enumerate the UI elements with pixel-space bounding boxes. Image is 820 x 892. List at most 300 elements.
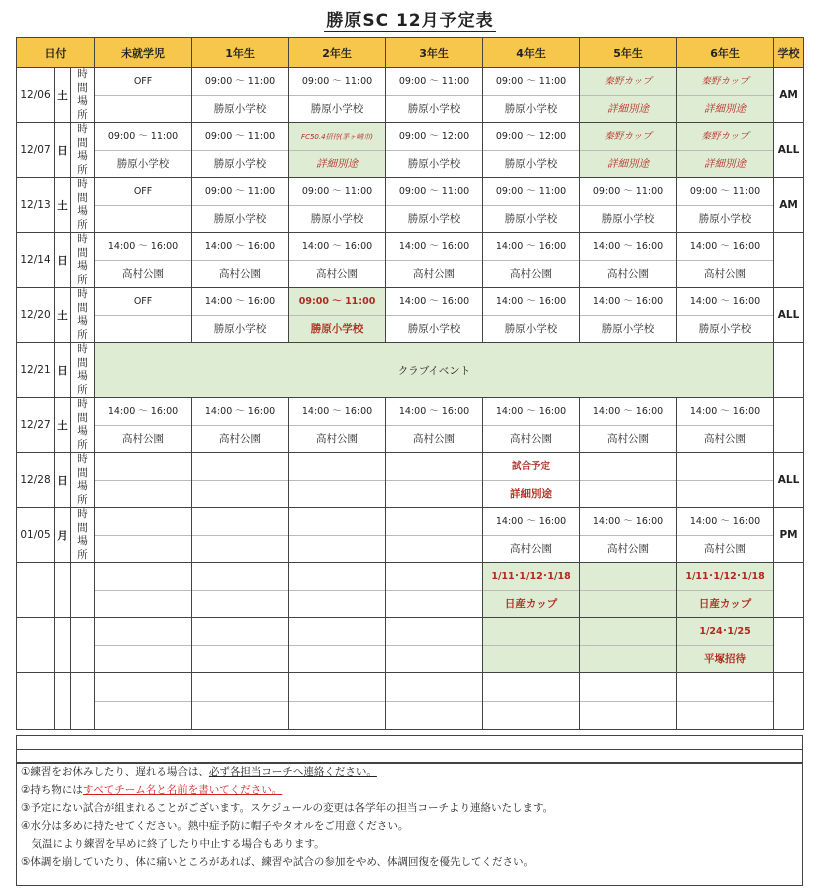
- note-1: ①練習をお休みしたり、遅れる場合は、必ず各担当コーチへ連絡ください。: [21, 766, 377, 778]
- table-row: [17, 178, 804, 233]
- place-text: [95, 316, 191, 342]
- schedule-cell: [483, 123, 580, 178]
- schedule-cell: [289, 453, 386, 508]
- date-cell: [17, 673, 55, 730]
- place-text: 勝原小学校: [504, 102, 558, 115]
- schedule-cell: [483, 673, 580, 730]
- time-text: 14:00 ～ 16:00: [192, 234, 288, 261]
- schedule-cell: [289, 618, 386, 673]
- weekday-cell: 日: [55, 453, 71, 508]
- label-char: 間: [77, 411, 88, 424]
- place-text: 詳細別途: [704, 102, 747, 115]
- schedule-cell: [483, 178, 580, 233]
- place-text: [192, 536, 288, 562]
- school-cell: [774, 343, 804, 398]
- place-text: [677, 702, 773, 728]
- time-text: [386, 619, 482, 646]
- time-place-label: [71, 178, 95, 233]
- place-text: 高村公園: [122, 432, 165, 445]
- label-char: 時: [77, 508, 88, 520]
- label-char: 時: [77, 178, 88, 190]
- schedule-cell: [95, 618, 192, 673]
- schedule-cell: [95, 453, 192, 508]
- label-char: 所: [77, 383, 88, 396]
- schedule-cell: [192, 178, 289, 233]
- school-cell: PM: [774, 508, 804, 563]
- schedule-cell: [192, 123, 289, 178]
- place-text: [289, 702, 385, 728]
- time-text: 14:00 ～ 16:00: [289, 234, 385, 261]
- date-cell: 12/27: [17, 398, 55, 453]
- schedule-cell: [483, 618, 580, 673]
- place-text: 勝原小学校: [504, 157, 558, 170]
- label-char: 間: [77, 81, 88, 94]
- time-text: [386, 509, 482, 536]
- place-text: 勝原小学校: [310, 322, 364, 335]
- school-cell: ALL: [774, 123, 804, 178]
- label-char: 所: [77, 163, 88, 176]
- place-text: 勝原小学校: [310, 102, 364, 115]
- place-text: 勝原小学校: [407, 157, 461, 170]
- schedule-cell: [192, 508, 289, 563]
- date-cell: 12/28: [17, 453, 55, 508]
- label-char: 間: [77, 246, 88, 259]
- schedule-cell: [95, 68, 192, 123]
- place-text: 勝原小学校: [504, 322, 558, 335]
- header-g1: 1年生: [192, 38, 289, 68]
- table-row: [17, 68, 804, 123]
- schedule-cell: [580, 233, 677, 288]
- schedule-cell: [386, 68, 483, 123]
- place-text: 詳細別途: [316, 157, 359, 170]
- time-text: 14:00 ～ 16:00: [289, 399, 385, 426]
- label-char: 場: [77, 150, 88, 162]
- table-row: [17, 233, 804, 288]
- schedule-table: [16, 37, 804, 730]
- note-3: ③予定にない試合が組まれることがございます。スケジュールの変更は各学年の担当コーチより連絡いたします。: [21, 802, 554, 814]
- schedule-cell: [580, 673, 677, 730]
- time-text: OFF: [95, 179, 191, 206]
- label-char: 間: [77, 191, 88, 204]
- schedule-cell: [386, 453, 483, 508]
- place-text: 勝原小学校: [407, 212, 461, 225]
- label-char: 時: [77, 398, 88, 410]
- schedule-cell: [386, 178, 483, 233]
- place-text: 勝原小学校: [698, 212, 752, 225]
- time-text: 秦野カップ: [580, 124, 676, 151]
- schedule-cell: [95, 288, 192, 343]
- place-text: [95, 481, 191, 507]
- place-text: [192, 591, 288, 617]
- time-text: 09:00 ～ 12:00: [483, 124, 579, 151]
- date-cell: 12/20: [17, 288, 55, 343]
- time-text: [677, 675, 773, 702]
- table-row: [17, 508, 804, 563]
- place-text: 高村公園: [704, 432, 747, 445]
- place-text: 勝原小学校: [601, 322, 655, 335]
- schedule-cell: [95, 398, 192, 453]
- label-char: 時: [77, 288, 88, 300]
- place-text: [386, 702, 482, 728]
- weekday-cell: 土: [55, 288, 71, 343]
- time-text: [289, 564, 385, 591]
- schedule-cell: [677, 398, 774, 453]
- weekday-cell: 日: [55, 233, 71, 288]
- schedule-cell: [289, 68, 386, 123]
- place-text: [483, 702, 579, 728]
- schedule-cell: [483, 563, 580, 618]
- club-event-cell: クラブイベント: [95, 343, 774, 398]
- table-row: [17, 398, 804, 453]
- place-text: [483, 646, 579, 672]
- time-text: 09:00 ～ 11:00: [289, 69, 385, 96]
- time-text: [192, 619, 288, 646]
- schedule-cell: [95, 563, 192, 618]
- schedule-cell: [580, 123, 677, 178]
- time-text: 14:00 ～ 16:00: [386, 399, 482, 426]
- school-cell: [774, 233, 804, 288]
- schedule-cell: [580, 563, 677, 618]
- place-text: 高村公園: [122, 267, 165, 280]
- schedule-cell: [289, 398, 386, 453]
- place-text: 高村公園: [704, 267, 747, 280]
- weekday-cell: [55, 618, 71, 673]
- schedule-cell: [386, 288, 483, 343]
- place-text: 高村公園: [607, 267, 650, 280]
- place-text: [95, 536, 191, 562]
- time-text: 試合予定: [483, 454, 579, 481]
- time-text: [95, 564, 191, 591]
- time-text: 09:00 ～ 11:00: [289, 289, 385, 316]
- time-text: [289, 675, 385, 702]
- place-text: 高村公園: [704, 542, 747, 555]
- schedule-cell: [677, 68, 774, 123]
- time-text: 14:00 ～ 16:00: [192, 399, 288, 426]
- time-text: [192, 675, 288, 702]
- time-text: [95, 675, 191, 702]
- time-text: 14:00 ～ 16:00: [677, 289, 773, 316]
- time-text: 14:00 ～ 16:00: [192, 289, 288, 316]
- table-row: [17, 288, 804, 343]
- place-text: 高村公園: [413, 267, 456, 280]
- label-char: 間: [77, 356, 88, 369]
- schedule-cell: [192, 398, 289, 453]
- time-text: 14:00 ～ 16:00: [580, 289, 676, 316]
- time-text: [483, 675, 579, 702]
- header-g2: 2年生: [289, 38, 386, 68]
- time-text: [580, 619, 676, 646]
- time-text: [289, 454, 385, 481]
- schedule-cell: [192, 233, 289, 288]
- time-text: 秦野カップ: [677, 124, 773, 151]
- label-char: 所: [77, 493, 88, 506]
- schedule-cell: [95, 178, 192, 233]
- table-row: [17, 673, 804, 730]
- place-text: 勝原小学校: [601, 212, 655, 225]
- date-cell: 12/07: [17, 123, 55, 178]
- weekday-cell: [55, 563, 71, 618]
- place-text: 詳細別途: [704, 157, 747, 170]
- place-text: 勝原小学校: [407, 322, 461, 335]
- time-text: [192, 564, 288, 591]
- place-text: [386, 646, 482, 672]
- schedule-cell: [95, 508, 192, 563]
- header-g6: 6年生: [677, 38, 774, 68]
- note-4: ④水分は多めに持たせてください。熱中症予防に帽子やタオルをご用意ください。: [21, 820, 409, 832]
- time-text: [95, 454, 191, 481]
- header-g4: 4年生: [483, 38, 580, 68]
- time-place-label: [71, 68, 95, 123]
- schedule-cell: [95, 123, 192, 178]
- time-text: [289, 509, 385, 536]
- schedule-cell: [677, 618, 774, 673]
- place-text: 高村公園: [316, 267, 359, 280]
- place-text: 高村公園: [607, 432, 650, 445]
- time-text: [580, 454, 676, 481]
- schedule-cell: [677, 673, 774, 730]
- place-text: 勝原小学校: [407, 102, 461, 115]
- time-text: 09:00 ～ 11:00: [483, 179, 579, 206]
- label-char: 間: [77, 301, 88, 314]
- schedule-cell: [289, 508, 386, 563]
- schedule-cell: [677, 178, 774, 233]
- schedule-cell: [386, 618, 483, 673]
- schedule-cell: [677, 123, 774, 178]
- note-4b: 気温により練習を早めに終了したり中止する場合もあります。: [21, 838, 325, 850]
- schedule-cell: [192, 673, 289, 730]
- time-place-label: [71, 343, 95, 398]
- time-place-label: [71, 453, 95, 508]
- label-char: 場: [77, 535, 88, 547]
- notes-box: [16, 762, 803, 886]
- date-cell: 12/14: [17, 233, 55, 288]
- label-char: 間: [77, 521, 88, 534]
- time-text: 秦野カップ: [580, 69, 676, 96]
- weekday-cell: 土: [55, 68, 71, 123]
- time-text: [580, 564, 676, 591]
- schedule-cell: [386, 123, 483, 178]
- schedule-cell: [483, 68, 580, 123]
- schedule-cell: [192, 453, 289, 508]
- place-text: 高村公園: [510, 542, 553, 555]
- time-text: OFF: [95, 69, 191, 96]
- schedule-cell: [677, 563, 774, 618]
- time-place-label: [71, 288, 95, 343]
- time-text: 09:00 ～ 11:00: [483, 69, 579, 96]
- date-cell: [17, 618, 55, 673]
- place-text: [386, 591, 482, 617]
- weekday-cell: 日: [55, 343, 71, 398]
- place-text: [289, 591, 385, 617]
- school-cell: [774, 673, 804, 730]
- time-text: [192, 454, 288, 481]
- schedule-cell: [580, 508, 677, 563]
- spacer-row: [17, 736, 803, 750]
- schedule-cell: [289, 288, 386, 343]
- label-char: 所: [77, 108, 88, 121]
- schedule-cell: [386, 233, 483, 288]
- place-text: [95, 206, 191, 232]
- time-text: [483, 619, 579, 646]
- time-place-label: [71, 233, 95, 288]
- place-text: 勝原小学校: [698, 322, 752, 335]
- time-text: OFF: [95, 289, 191, 316]
- time-text: 1/11･1/12･1/18: [483, 564, 579, 591]
- label-char: 場: [77, 425, 88, 437]
- time-text: 14:00 ～ 16:00: [483, 289, 579, 316]
- place-text: 勝原小学校: [504, 212, 558, 225]
- place-text: 高村公園: [510, 267, 553, 280]
- time-text: [677, 454, 773, 481]
- weekday-cell: [55, 673, 71, 730]
- note-2: ②持ち物にはすべてチーム名と名前を書いてください。: [21, 784, 283, 796]
- place-text: 勝原小学校: [213, 157, 267, 170]
- label-char: 時: [77, 68, 88, 80]
- label-char: 所: [77, 328, 88, 341]
- schedule-cell: [192, 288, 289, 343]
- time-text: 09:00 ～ 11:00: [192, 179, 288, 206]
- place-text: 日産カップ: [504, 597, 558, 610]
- label-char: 時: [77, 123, 88, 135]
- time-text: 14:00 ～ 16:00: [580, 509, 676, 536]
- table-row: [17, 563, 804, 618]
- place-text: 勝原小学校: [213, 212, 267, 225]
- header-date: 日付: [17, 38, 95, 68]
- school-cell: ALL: [774, 453, 804, 508]
- schedule-cell: [289, 123, 386, 178]
- date-cell: 01/05: [17, 508, 55, 563]
- schedule-cell: [580, 453, 677, 508]
- time-text: 14:00 ～ 16:00: [580, 234, 676, 261]
- label-char: 場: [77, 480, 88, 492]
- time-text: 14:00 ～ 16:00: [95, 234, 191, 261]
- time-text: [386, 675, 482, 702]
- schedule-cell: [677, 288, 774, 343]
- schedule-cell: [95, 233, 192, 288]
- place-text: 高村公園: [413, 432, 456, 445]
- time-text: [95, 509, 191, 536]
- label-char: 所: [77, 218, 88, 231]
- time-text: [95, 619, 191, 646]
- spacer-rows: [16, 735, 803, 764]
- schedule-cell: [580, 618, 677, 673]
- schedule-cell: [386, 673, 483, 730]
- place-text: 高村公園: [219, 432, 262, 445]
- label-char: 場: [77, 370, 88, 382]
- label-char: 場: [77, 205, 88, 217]
- note-5: ⑤体調を崩していたり、体に痛いところがあれば、練習や試合の参加をやめ、体調回復を優先してください。: [21, 856, 534, 868]
- table-row: [17, 453, 804, 508]
- schedule-cell: [580, 288, 677, 343]
- place-text: 詳細別途: [607, 157, 650, 170]
- time-text: 09:00 ～ 11:00: [580, 179, 676, 206]
- table-row: [17, 618, 804, 673]
- time-text: 09:00 ～ 11:00: [192, 69, 288, 96]
- table-row: [17, 123, 804, 178]
- label-char: 時: [77, 453, 88, 465]
- time-text: 09:00 ～ 11:00: [95, 124, 191, 151]
- schedule-cell: [677, 508, 774, 563]
- place-text: [95, 646, 191, 672]
- place-text: [192, 646, 288, 672]
- label-char: 間: [77, 136, 88, 149]
- place-text: 日産カップ: [698, 597, 752, 610]
- time-text: [580, 675, 676, 702]
- label-char: 所: [77, 438, 88, 451]
- place-text: [580, 702, 676, 728]
- schedule-cell: [483, 398, 580, 453]
- school-cell: AM: [774, 178, 804, 233]
- time-text: [386, 564, 482, 591]
- place-text: 高村公園: [607, 542, 650, 555]
- schedule-cell: [289, 673, 386, 730]
- place-text: 詳細別途: [510, 487, 553, 500]
- time-place-label: [71, 123, 95, 178]
- header-row: [17, 38, 804, 68]
- schedule-cell: [483, 233, 580, 288]
- weekday-cell: 月: [55, 508, 71, 563]
- place-text: [289, 481, 385, 507]
- place-text: 平塚招待: [704, 652, 747, 665]
- schedule-cell: [386, 508, 483, 563]
- weekday-cell: 土: [55, 178, 71, 233]
- place-text: 高村公園: [510, 432, 553, 445]
- date-cell: 12/06: [17, 68, 55, 123]
- place-text: [677, 481, 773, 507]
- place-text: [386, 481, 482, 507]
- place-text: [580, 646, 676, 672]
- time-text: 14:00 ～ 16:00: [677, 234, 773, 261]
- schedule-cell: [483, 288, 580, 343]
- schedule-cell: [580, 178, 677, 233]
- time-place-label: [71, 673, 95, 730]
- time-place-label: [71, 398, 95, 453]
- date-cell: [17, 563, 55, 618]
- label-char: 所: [77, 548, 88, 561]
- header-g5: 5年生: [580, 38, 677, 68]
- label-char: 場: [77, 260, 88, 272]
- schedule-cell: [677, 453, 774, 508]
- date-cell: 12/21: [17, 343, 55, 398]
- time-text: 14:00 ～ 16:00: [483, 399, 579, 426]
- label-char: 間: [77, 466, 88, 479]
- place-text: [289, 536, 385, 562]
- school-cell: [774, 563, 804, 618]
- time-text: 14:00 ～ 16:00: [677, 509, 773, 536]
- place-text: 高村公園: [316, 432, 359, 445]
- place-text: [192, 481, 288, 507]
- time-text: 09:00 ～ 11:00: [289, 179, 385, 206]
- time-text: 14:00 ～ 16:00: [677, 399, 773, 426]
- time-text: 秦野カップ: [677, 69, 773, 96]
- weekday-cell: 日: [55, 123, 71, 178]
- header-mishugaku: 未就学児: [95, 38, 192, 68]
- school-cell: AM: [774, 68, 804, 123]
- place-text: [580, 481, 676, 507]
- time-text: 14:00 ～ 16:00: [483, 234, 579, 261]
- page-title: 勝原SC 12月予定表: [326, 11, 494, 31]
- time-text: 14:00 ～ 16:00: [386, 289, 482, 316]
- table-row: [17, 343, 804, 398]
- date-cell: 12/13: [17, 178, 55, 233]
- schedule-cell: [483, 453, 580, 508]
- place-text: [289, 646, 385, 672]
- place-text: 勝原小学校: [310, 212, 364, 225]
- header-g3: 3年生: [386, 38, 483, 68]
- schedule-cell: [289, 178, 386, 233]
- label-char: 場: [77, 315, 88, 327]
- time-text: 1/11･1/12･1/18: [677, 564, 773, 591]
